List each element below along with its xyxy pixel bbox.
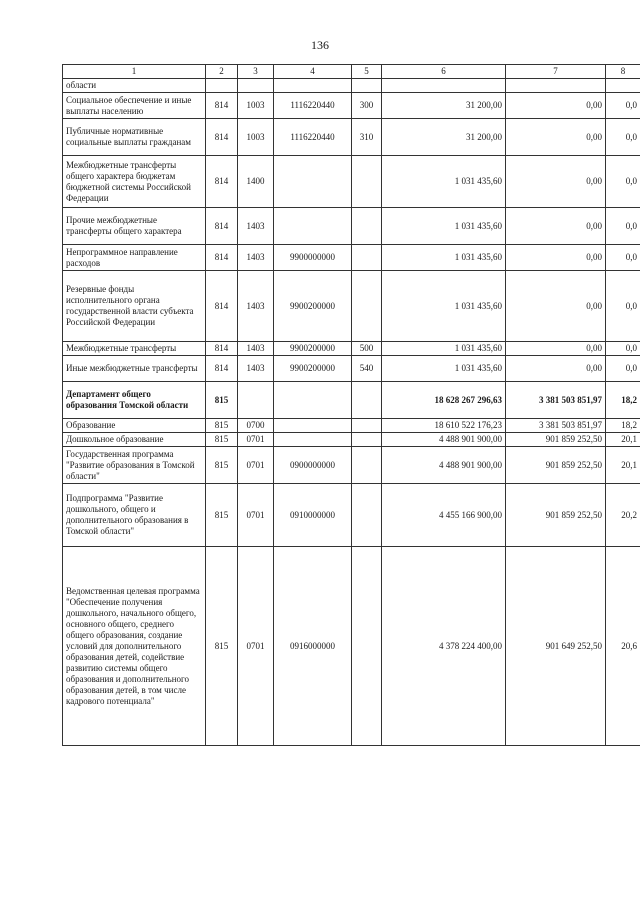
- executed-amount-cell: 901 859 252,50: [506, 433, 606, 447]
- target-article-cell: 9900200000: [274, 342, 352, 356]
- target-article-cell: [274, 208, 352, 245]
- ved-code-cell: 814: [206, 356, 238, 382]
- plan-amount-cell: [382, 79, 506, 93]
- target-article-cell: 0916000000: [274, 547, 352, 746]
- section-code-cell: 0701: [238, 547, 274, 746]
- executed-amount-cell: 0,00: [506, 356, 606, 382]
- row-name-cell: Непрограммное направление расходов: [63, 245, 206, 271]
- table-row: [63, 447, 640, 484]
- table-row: [63, 245, 640, 271]
- executed-amount-cell: 3 381 503 851,97: [506, 382, 606, 419]
- section-code-cell: 0700: [238, 419, 274, 433]
- plan-amount-cell: 4 455 166 900,00: [382, 484, 506, 547]
- plan-amount-cell: 18 610 522 176,23: [382, 419, 506, 433]
- expense-type-cell: [352, 208, 382, 245]
- section-code-cell: 0701: [238, 484, 274, 547]
- executed-amount-cell: 0,00: [506, 342, 606, 356]
- ved-code-cell: 815: [206, 547, 238, 746]
- table-row: [63, 79, 640, 93]
- ved-code-cell: 815: [206, 382, 238, 419]
- expense-type-cell: [352, 547, 382, 746]
- percent-cell: 20,6: [606, 547, 640, 746]
- executed-amount-cell: 901 649 252,50: [506, 547, 606, 746]
- section-code-cell: 1003: [238, 119, 274, 156]
- section-code-cell: 1403: [238, 245, 274, 271]
- plan-amount-cell: 31 200,00: [382, 119, 506, 156]
- expense-type-cell: [352, 156, 382, 208]
- executed-amount-cell: 3 381 503 851,97: [506, 419, 606, 433]
- percent-cell: 0,0: [606, 119, 640, 156]
- executed-amount-cell: 0,00: [506, 93, 606, 119]
- plan-amount-cell: 4 488 901 900,00: [382, 447, 506, 484]
- executed-amount-cell: [506, 79, 606, 93]
- row-name-cell: Образование: [63, 419, 206, 433]
- executed-amount-cell: 0,00: [506, 156, 606, 208]
- expense-type-cell: [352, 382, 382, 419]
- column-header: 1: [63, 65, 206, 79]
- table-row: [63, 119, 640, 156]
- expense-type-cell: [352, 433, 382, 447]
- percent-cell: 20,1: [606, 447, 640, 484]
- target-article-cell: [274, 79, 352, 93]
- expense-type-cell: [352, 419, 382, 433]
- row-name-cell: Дошкольное образование: [63, 433, 206, 447]
- row-name-cell: Департамент общего образования Томской области: [63, 382, 206, 419]
- ved-code-cell: 814: [206, 119, 238, 156]
- expense-type-cell: 540: [352, 356, 382, 382]
- table-row: [63, 156, 640, 208]
- target-article-cell: [274, 419, 352, 433]
- table-row: [63, 356, 640, 382]
- plan-amount-cell: 1 031 435,60: [382, 356, 506, 382]
- row-name-cell: Ведомственная целевая программа "Обеспечение получения дошкольного, начального общего, основного общего, среднего общего образования, создание условий для дополнительного образования детей, содействие развитию системы общего образования и дополнительного образования детей, в том числе кадрового потенциала": [63, 547, 206, 746]
- table-row: [63, 342, 640, 356]
- percent-cell: 18,2: [606, 419, 640, 433]
- ved-code-cell: 814: [206, 342, 238, 356]
- target-article-cell: 9900000000: [274, 245, 352, 271]
- expense-type-cell: [352, 447, 382, 484]
- row-name-cell: Межбюджетные трансферты: [63, 342, 206, 356]
- column-header: 4: [274, 65, 352, 79]
- column-header: 7: [506, 65, 606, 79]
- column-header: 6: [382, 65, 506, 79]
- expense-type-cell: 300: [352, 93, 382, 119]
- row-name-cell: Государственная программа "Развитие образования в Томской области": [63, 447, 206, 484]
- ved-code-cell: 814: [206, 93, 238, 119]
- ved-code-cell: 814: [206, 208, 238, 245]
- expense-type-cell: 500: [352, 342, 382, 356]
- plan-amount-cell: 1 031 435,60: [382, 245, 506, 271]
- section-code-cell: 1403: [238, 271, 274, 342]
- plan-amount-cell: 1 031 435,60: [382, 208, 506, 245]
- ved-code-cell: 815: [206, 484, 238, 547]
- row-name-cell: области: [63, 79, 206, 93]
- percent-cell: 0,0: [606, 245, 640, 271]
- section-code-cell: 0701: [238, 433, 274, 447]
- section-code-cell: 1400: [238, 156, 274, 208]
- table-row: [63, 382, 640, 419]
- section-code-cell: 1403: [238, 356, 274, 382]
- percent-cell: 0,0: [606, 342, 640, 356]
- target-article-cell: 1116220440: [274, 93, 352, 119]
- table-row: [63, 547, 640, 746]
- row-name-cell: Подпрограмма "Развитие дошкольного, общего и дополнительного образования в Томской области": [63, 484, 206, 547]
- column-header-row: [63, 65, 640, 79]
- percent-cell: 0,0: [606, 356, 640, 382]
- row-name-cell: Резервные фонды исполнительного органа государственной власти субъекта Российской Федерации: [63, 271, 206, 342]
- section-code-cell: 1003: [238, 93, 274, 119]
- ved-code-cell: 815: [206, 447, 238, 484]
- target-article-cell: [274, 382, 352, 419]
- table-row: [63, 208, 640, 245]
- percent-cell: 0,0: [606, 208, 640, 245]
- executed-amount-cell: 901 859 252,50: [506, 447, 606, 484]
- target-article-cell: [274, 433, 352, 447]
- row-name-cell: Прочие межбюджетные трансферты общего характера: [63, 208, 206, 245]
- plan-amount-cell: 1 031 435,60: [382, 271, 506, 342]
- percent-cell: 0,0: [606, 156, 640, 208]
- plan-amount-cell: 31 200,00: [382, 93, 506, 119]
- executed-amount-cell: 901 859 252,50: [506, 484, 606, 547]
- plan-amount-cell: 1 031 435,60: [382, 342, 506, 356]
- page-number: 136: [311, 38, 329, 52]
- column-header: 2: [206, 65, 238, 79]
- percent-cell: 0,0: [606, 93, 640, 119]
- percent-cell: 18,2: [606, 382, 640, 419]
- table-row: [63, 433, 640, 447]
- executed-amount-cell: 0,00: [506, 208, 606, 245]
- section-code-cell: 0701: [238, 447, 274, 484]
- row-name-cell: Публичные нормативные социальные выплаты гражданам: [63, 119, 206, 156]
- percent-cell: 20,2: [606, 484, 640, 547]
- executed-amount-cell: 0,00: [506, 119, 606, 156]
- table-row: [63, 271, 640, 342]
- section-code-cell: 1403: [238, 342, 274, 356]
- expense-type-cell: [352, 484, 382, 547]
- ved-code-cell: 815: [206, 419, 238, 433]
- plan-amount-cell: 4 378 224 400,00: [382, 547, 506, 746]
- plan-amount-cell: 18 628 267 296,63: [382, 382, 506, 419]
- target-article-cell: 0910000000: [274, 484, 352, 547]
- section-code-cell: [238, 382, 274, 419]
- column-header: 3: [238, 65, 274, 79]
- percent-cell: [606, 79, 640, 93]
- column-header: 5: [352, 65, 382, 79]
- ved-code-cell: 814: [206, 271, 238, 342]
- row-name-cell: Межбюджетные трансферты общего характера бюджетам бюджетной системы Российской Федерации: [63, 156, 206, 208]
- target-article-cell: [274, 156, 352, 208]
- plan-amount-cell: 1 031 435,60: [382, 156, 506, 208]
- ved-code-cell: [206, 79, 238, 93]
- percent-cell: 20,1: [606, 433, 640, 447]
- table-row: [63, 93, 640, 119]
- target-article-cell: 0900000000: [274, 447, 352, 484]
- ved-code-cell: 815: [206, 433, 238, 447]
- ved-code-cell: 814: [206, 156, 238, 208]
- expense-type-cell: 310: [352, 119, 382, 156]
- target-article-cell: 9900200000: [274, 271, 352, 342]
- plan-amount-cell: 4 488 901 900,00: [382, 433, 506, 447]
- budget-table: [62, 64, 640, 746]
- target-article-cell: 9900200000: [274, 356, 352, 382]
- row-name-cell: Иные межбюджетные трансферты: [63, 356, 206, 382]
- executed-amount-cell: 0,00: [506, 271, 606, 342]
- executed-amount-cell: 0,00: [506, 245, 606, 271]
- table-row: [63, 419, 640, 433]
- section-code-cell: [238, 79, 274, 93]
- target-article-cell: 1116220440: [274, 119, 352, 156]
- expense-type-cell: [352, 271, 382, 342]
- section-code-cell: 1403: [238, 208, 274, 245]
- expense-type-cell: [352, 245, 382, 271]
- expense-type-cell: [352, 79, 382, 93]
- column-header: 8: [606, 65, 640, 79]
- table-row: [63, 484, 640, 547]
- percent-cell: 0,0: [606, 271, 640, 342]
- ved-code-cell: 814: [206, 245, 238, 271]
- row-name-cell: Социальное обеспечение и иные выплаты населению: [63, 93, 206, 119]
